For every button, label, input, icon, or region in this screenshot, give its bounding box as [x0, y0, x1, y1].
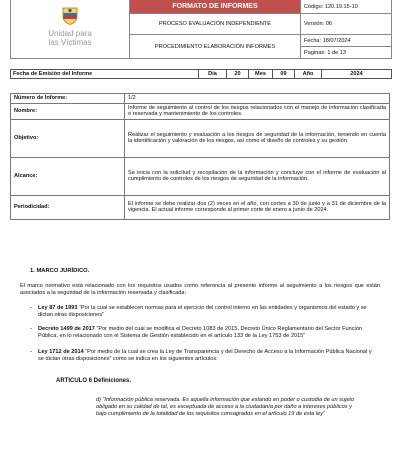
header-meta: [301, 0, 391, 58]
law-description: “Por medio del cual se modifica el Decreto 1083 de 2015, Decreto Único Reglamentario del Sector Función Pública, en lo relacionado con el Sistema de Gestión establecido en el artículo 133 de la Ley 1753 de 2015”: [38, 326, 363, 340]
table-row: [11, 195, 390, 219]
document-version: Versión: 06: [301, 13, 391, 34]
report-info-table: [10, 93, 390, 220]
law-item: [38, 349, 378, 364]
row-value: Informe de seguimiento al control de los riesgos relacionados con el manejo de información clasificada o reservada y mantenimiento de los controles.: [125, 103, 390, 119]
procedure-name: PROCEDIMIENTO ELABORACIÓN INFORMES: [130, 34, 300, 58]
emission-label: Fecha de Emisión del Informe: [11, 70, 199, 78]
table-row: [11, 119, 390, 157]
section-heading: 1. MARCO JURÍDICO.: [30, 268, 90, 274]
row-key: Periodicidad:: [11, 195, 125, 219]
document-code: Código: 120.19.15-10: [304, 3, 358, 10]
table-row: [11, 157, 390, 195]
document-header: [10, 0, 392, 59]
bullet-marker: -: [30, 349, 32, 355]
month-label: Mes: [249, 70, 273, 78]
row-key: Número de Informe:: [11, 94, 125, 104]
table-row: [11, 94, 390, 104]
logo-text-line1: Unidad para: [48, 29, 92, 38]
emission-date-row: [10, 69, 392, 79]
day-value: 20: [227, 70, 249, 78]
row-key: Alcance:: [11, 157, 125, 195]
document-date: Fecha: 18/07/2024: [301, 34, 391, 46]
month-value: 09: [273, 70, 295, 78]
law-item: [38, 305, 378, 320]
law-description: “Por medio de la cual se crea la Ley de Transparencia y del Derecho de Acceso a la Información Pública Nacional y se dictan otras disposiciones” como se indica en los siguientes artículos:: [38, 349, 372, 363]
intro-paragraph: El marco normativo está relacionado con los requisitos usados como referencia al presente informe al seguimiento a los riesgos que están asociados a la seguridad de la información reservada y clasificada:: [20, 283, 380, 297]
year-label: Año: [295, 70, 322, 78]
article-heading: ARTICULO 6 Definiciones.: [56, 378, 132, 384]
law-name: Decreto 1499 de 2017: [38, 326, 95, 332]
header-center: [130, 0, 301, 58]
coat-of-arms-icon: [62, 6, 78, 25]
row-value: El informe se debe realizar dos (2) veces en el año, con cortes a 30 de junio y a 31 de diciembre de la vigencia. El actual informe corresponde al primer corte de enero a junio de 2024.: [125, 195, 390, 219]
bullet-marker: -: [30, 305, 32, 311]
law-description: “Por la cual se establecen normas para el ejercicio del control interno en las entidades y organismos del estado y se dictan otras disposiciones”: [38, 305, 367, 319]
row-value: 1/2: [125, 94, 390, 104]
row-value: Realizar el seguimiento y evaluación a los riesgos de seguridad de la información, teniendo en cuenta la identificación y valoración de los riesgos, así como el diseño de controles y su gestión.: [125, 119, 390, 157]
logo-text-line2: las Víctimas: [48, 38, 92, 47]
law-name: Ley 87 de 1993: [38, 305, 78, 311]
page-count: Paginas: 1 de 13: [301, 46, 391, 58]
logo-area: [11, 0, 130, 58]
row-key: Nombre:: [11, 103, 125, 119]
day-label: Día: [199, 70, 227, 78]
law-item: [38, 326, 378, 341]
table-row: [11, 103, 390, 119]
bullet-marker: -: [30, 326, 32, 332]
process-name: PROCESO EVALUACIÓN INDEPENDIENTE: [130, 13, 300, 34]
year-value: 2024: [350, 71, 363, 77]
row-value: Se inicia con la solicitud y recopilación de la información y concluye con el informe de evaluación al cumplimiento de controles de los riesgos de seguridad de la información.: [125, 157, 390, 195]
format-title: FORMATO DE INFORMES: [130, 0, 300, 13]
law-name: Ley 1712 de 2014: [38, 349, 84, 355]
row-key: Objetivo:: [11, 119, 125, 157]
quoted-definition: d) “Información pública reservada. Es aquella información que estando en poder o custodia de un sujeto obligado en su calidad de tal, es exceptuada de acceso a la ciudadanía por daño a intereses públicos y bajo cumplimiento de la totalidad de los requisitos consagrados en el artículo 19 de esta ley”: [96, 397, 355, 418]
